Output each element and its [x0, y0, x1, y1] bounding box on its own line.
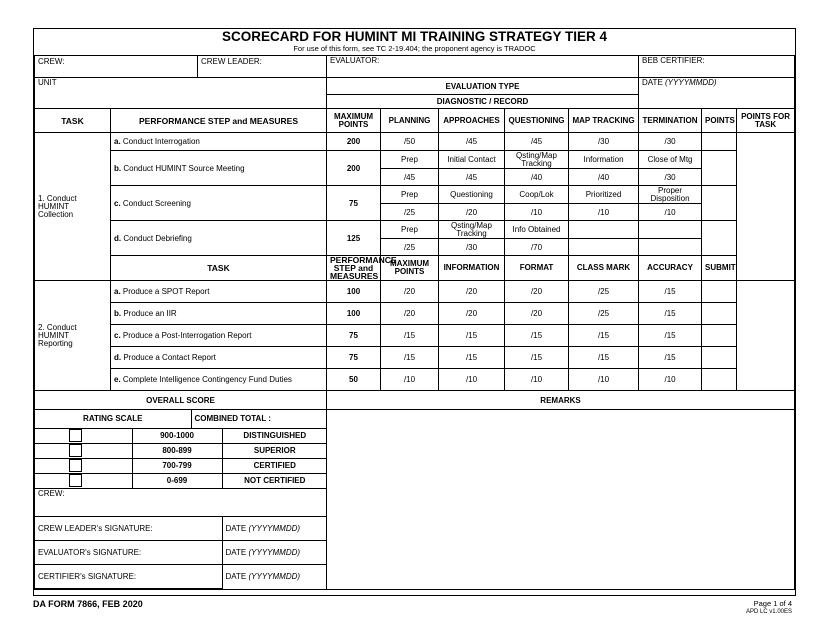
- step-letter: e.: [114, 375, 121, 384]
- score-cell[interactable]: /45: [381, 169, 439, 186]
- empty-cell: [569, 239, 639, 256]
- score-cell[interactable]: /10: [505, 204, 569, 221]
- date-label: DATE: [225, 547, 247, 557]
- crew-leader-label: CREW LEADER:: [201, 57, 262, 66]
- task-2-cell: [35, 281, 111, 391]
- date-format: (YYYYMMDD): [248, 523, 301, 533]
- score-cell[interactable]: /10: [381, 369, 439, 391]
- measure-label: Proper Disposition: [639, 186, 702, 204]
- step-letter: d.: [114, 353, 122, 362]
- step-cell: [111, 303, 327, 325]
- s2-header-0: TASK: [111, 256, 327, 281]
- points-input[interactable]: [702, 325, 737, 347]
- score-cell[interactable]: /10: [569, 369, 639, 391]
- measure-label: Questioning: [439, 186, 505, 204]
- rating-label: CERTIFIED: [222, 458, 327, 473]
- unit-field[interactable]: [35, 78, 327, 109]
- date-field[interactable]: [639, 78, 795, 109]
- rating-checkbox[interactable]: [69, 474, 82, 487]
- score-cell[interactable]: /20: [439, 281, 505, 303]
- step-label: Complete Intelligence Contingency Fund Duties: [122, 375, 292, 384]
- max-points: 125: [327, 221, 381, 256]
- date-format: (YYYYMMDD): [665, 78, 717, 87]
- score-cell[interactable]: /15: [639, 303, 702, 325]
- page-info: [746, 599, 792, 617]
- measure-label: Prep: [381, 186, 439, 204]
- step-letter: b.: [114, 163, 122, 173]
- s2-header-6: ACCURACY: [639, 256, 702, 281]
- max-points: 100: [327, 303, 381, 325]
- points-input[interactable]: [702, 221, 737, 256]
- rating-range: 800-899: [132, 443, 222, 458]
- points-for-task-input[interactable]: [737, 133, 795, 281]
- score-cell[interactable]: /20: [505, 281, 569, 303]
- step-letter: a.: [114, 287, 121, 296]
- signature-field[interactable]: [35, 516, 222, 540]
- scorecard-table: [34, 55, 795, 590]
- combined-total-label: COMBINED TOTAL :: [191, 410, 327, 428]
- rating-range: 900-1000: [132, 428, 222, 443]
- step-label: Conduct Debriefing: [123, 233, 192, 243]
- score-cell[interactable]: /15: [639, 347, 702, 369]
- step-cell: [111, 281, 327, 303]
- rating-range: 0-699: [132, 473, 222, 488]
- measure-label: Qsting/Map Tracking: [439, 221, 505, 239]
- step-letter: c.: [114, 198, 121, 208]
- signature-label: CERTIFIER's SIGNATURE:: [38, 571, 137, 581]
- score-cell[interactable]: /15: [569, 325, 639, 347]
- s2-header-5: CLASS MARK: [569, 256, 639, 281]
- step-cell: [111, 369, 327, 391]
- step-letter: c.: [114, 331, 121, 340]
- scorecard-form: [33, 28, 796, 596]
- score-cell[interactable]: /15: [505, 325, 569, 347]
- score-cell[interactable]: /15: [439, 347, 505, 369]
- measure-label: Close of Mtg: [639, 151, 702, 169]
- date-label: DATE: [225, 571, 247, 581]
- score-cell[interactable]: /40: [569, 169, 639, 186]
- points-input[interactable]: [702, 303, 737, 325]
- empty-cell: [639, 221, 702, 239]
- step-letter: b.: [114, 309, 122, 318]
- form-header: [34, 29, 795, 56]
- s2-header-4: FORMAT: [505, 256, 569, 281]
- max-points: 50: [327, 369, 381, 391]
- rating-label: NOT CERTIFIED: [222, 473, 327, 488]
- overall-score: OVERALL SCORE: [35, 391, 327, 410]
- rating-checkbox-cell[interactable]: [35, 443, 132, 458]
- step-cell: [111, 133, 327, 151]
- crew-label: CREW:: [38, 57, 65, 66]
- score-cell[interactable]: /30: [439, 239, 505, 256]
- crew-bottom-label: CREW:: [38, 488, 65, 498]
- score-cell[interactable]: /50: [381, 133, 439, 151]
- step-label: Produce a Post-Interrogation Report: [122, 331, 252, 340]
- date-format: (YYYYMMDD): [248, 547, 301, 557]
- score-cell[interactable]: /40: [505, 169, 569, 186]
- signature-date-field[interactable]: [222, 540, 327, 564]
- score-cell[interactable]: /45: [439, 133, 505, 151]
- empty-cell: [569, 221, 639, 239]
- points-input[interactable]: [702, 369, 737, 391]
- points-input[interactable]: [702, 133, 737, 151]
- crew-bottom-field[interactable]: [35, 488, 327, 516]
- score-cell[interactable]: /10: [439, 369, 505, 391]
- measure-label: Initial Contact: [439, 151, 505, 169]
- task-1-label: 1. Conduct HUMINT Collection: [38, 193, 77, 219]
- measure-label: Prep: [381, 151, 439, 169]
- s1-header-0: TASK: [35, 109, 111, 133]
- rating-checkbox-cell[interactable]: [35, 473, 132, 488]
- step-cell: [111, 186, 327, 221]
- points-input[interactable]: [702, 186, 737, 221]
- s1-header-1: PERFORMANCE STEP and MEASURES: [111, 109, 327, 133]
- rating-checkbox[interactable]: [69, 429, 82, 442]
- max-points: 200: [327, 151, 381, 186]
- score-cell[interactable]: /45: [505, 133, 569, 151]
- rating-table: [35, 410, 327, 589]
- measure-label: Coop/Lok: [505, 186, 569, 204]
- score-cell[interactable]: /30: [639, 169, 702, 186]
- score-cell[interactable]: /25: [381, 239, 439, 256]
- measure-label: Prioritized: [569, 186, 639, 204]
- score-cell[interactable]: /15: [381, 325, 439, 347]
- remarks-area[interactable]: [327, 410, 795, 590]
- s2-header-7: SUBMIT: [702, 256, 737, 281]
- s2-header-1: PERFORMANCE STEP and MEASURES: [327, 256, 381, 281]
- score-cell[interactable]: /15: [639, 281, 702, 303]
- beb-certifier-label: BEB CERTIFIER:: [642, 56, 705, 65]
- apd-version: APD LC v1.00ES: [745, 609, 792, 615]
- score-cell[interactable]: /15: [569, 347, 639, 369]
- step-cell: [111, 151, 327, 186]
- crew-leader-cell[interactable]: [198, 56, 265, 77]
- score-cell[interactable]: /30: [569, 133, 639, 151]
- score-cell[interactable]: /20: [439, 204, 505, 221]
- step-letter: d.: [114, 233, 122, 243]
- step-label: Produce a Contact Report: [123, 353, 216, 362]
- max-points: 75: [327, 325, 381, 347]
- rating-checkbox[interactable]: [69, 444, 82, 457]
- signature-date-field[interactable]: [222, 516, 327, 540]
- max-points: 100: [327, 281, 381, 303]
- score-cell[interactable]: /10: [569, 204, 639, 221]
- measure-label: Qsting/Map Tracking: [505, 151, 569, 169]
- s1-header-9: POINTS FOR TASK: [737, 109, 795, 133]
- step-cell: [111, 325, 327, 347]
- points-input[interactable]: [702, 281, 737, 303]
- step-label: Conduct HUMINT Source Meeting: [123, 163, 245, 173]
- task-total-input[interactable]: [737, 281, 795, 391]
- s1-header-3: PLANNING: [381, 109, 439, 133]
- step-label: Produce an IIR: [123, 309, 177, 318]
- form-title: SCORECARD FOR HUMINT MI TRAINING STRATEGY TIER 4: [221, 29, 607, 44]
- s1-header-6: MAP TRACKING: [569, 109, 639, 133]
- s1-header-2: MAXIMUM POINTS: [327, 109, 381, 133]
- score-cell[interactable]: /25: [569, 281, 639, 303]
- page-number: Page 1 of 4: [753, 599, 792, 608]
- evaluator-label: EVALUATOR:: [330, 56, 380, 65]
- rating-checkbox-cell[interactable]: [35, 458, 132, 473]
- score-cell[interactable]: /20: [381, 281, 439, 303]
- score-cell[interactable]: /15: [505, 347, 569, 369]
- score-cell[interactable]: /15: [381, 347, 439, 369]
- beb-certifier-field[interactable]: [639, 56, 795, 78]
- rating-checkbox-cell[interactable]: [35, 428, 132, 443]
- max-points: 200: [327, 133, 381, 151]
- points-input[interactable]: [702, 347, 737, 369]
- date-format: (YYYYMMDD): [248, 571, 301, 581]
- task-1-cell: [35, 133, 111, 281]
- s1-header-7: TERMINATION: [639, 109, 702, 133]
- crew-cell[interactable]: [35, 56, 198, 77]
- score-cell[interactable]: /10: [639, 369, 702, 391]
- max-points: 75: [327, 186, 381, 221]
- unit-label: UNIT: [38, 78, 57, 87]
- rating-label: SUPERIOR: [222, 443, 327, 458]
- score-cell[interactable]: /25: [569, 303, 639, 325]
- s1-header-8: POINTS: [702, 109, 737, 133]
- score-cell[interactable]: /10: [639, 204, 702, 221]
- measure-label: Prep: [381, 221, 439, 239]
- s1-header-5: QUESTIONING: [505, 109, 569, 133]
- rating-panel: [35, 410, 327, 590]
- score-cell[interactable]: /20: [439, 303, 505, 325]
- score-cell[interactable]: /20: [381, 303, 439, 325]
- score-cell[interactable]: /10: [505, 369, 569, 391]
- signature-date-field[interactable]: [222, 564, 327, 588]
- score-cell[interactable]: /45: [439, 169, 505, 186]
- step-label: Conduct Screening: [122, 198, 191, 208]
- evaluator-field[interactable]: [327, 56, 639, 78]
- s2-header-3: INFORMATION: [439, 256, 505, 281]
- evaluation-type: EVALUATION TYPE: [327, 78, 639, 95]
- remarks-header: REMARKS: [327, 391, 795, 410]
- measure-label: Information: [569, 151, 639, 169]
- score-cell[interactable]: /70: [505, 239, 569, 256]
- rating-label: DISTINGUISHED: [222, 428, 327, 443]
- s2-header-2: MAXIMUM POINTS: [381, 256, 439, 281]
- score-cell[interactable]: /25: [381, 204, 439, 221]
- form-number: DA FORM 7866, FEB 2020: [33, 599, 143, 609]
- rating-checkbox[interactable]: [69, 459, 82, 472]
- points-input[interactable]: [702, 151, 737, 186]
- rating-range: 700-799: [132, 458, 222, 473]
- diagnostic-record: DIAGNOSTIC / RECORD: [327, 95, 639, 109]
- form-subtitle: For use of this form, see TC 2-19.404; the proponent agency is TRADOC: [293, 44, 536, 53]
- crew-field[interactable]: [35, 56, 327, 78]
- score-cell[interactable]: /15: [639, 325, 702, 347]
- step-label: Conduct Interrogation: [122, 137, 200, 146]
- date-label: DATE: [225, 523, 247, 533]
- signature-label: CREW LEADER's SIGNATURE:: [38, 523, 153, 533]
- step-cell: [111, 347, 327, 369]
- score-cell[interactable]: /20: [505, 303, 569, 325]
- date-label: DATE: [642, 78, 663, 87]
- max-points: 75: [327, 347, 381, 369]
- score-cell[interactable]: /15: [439, 325, 505, 347]
- task-2-label: 2. Conduct HUMINT Reporting: [38, 322, 77, 348]
- s1-header-4: APPROACHES: [439, 109, 505, 133]
- step-label: Produce a SPOT Report: [122, 287, 210, 296]
- signature-label: EVALUATOR's SIGNATURE:: [38, 547, 142, 557]
- measure-label: Info Obtained: [505, 221, 569, 239]
- signature-field[interactable]: [35, 540, 222, 564]
- step-cell: [111, 221, 327, 256]
- empty-cell: [639, 239, 702, 256]
- score-cell[interactable]: /30: [639, 133, 702, 151]
- step-letter: a.: [114, 137, 121, 146]
- signature-field[interactable]: [35, 564, 222, 588]
- rating-scale-label: RATING SCALE: [35, 410, 191, 428]
